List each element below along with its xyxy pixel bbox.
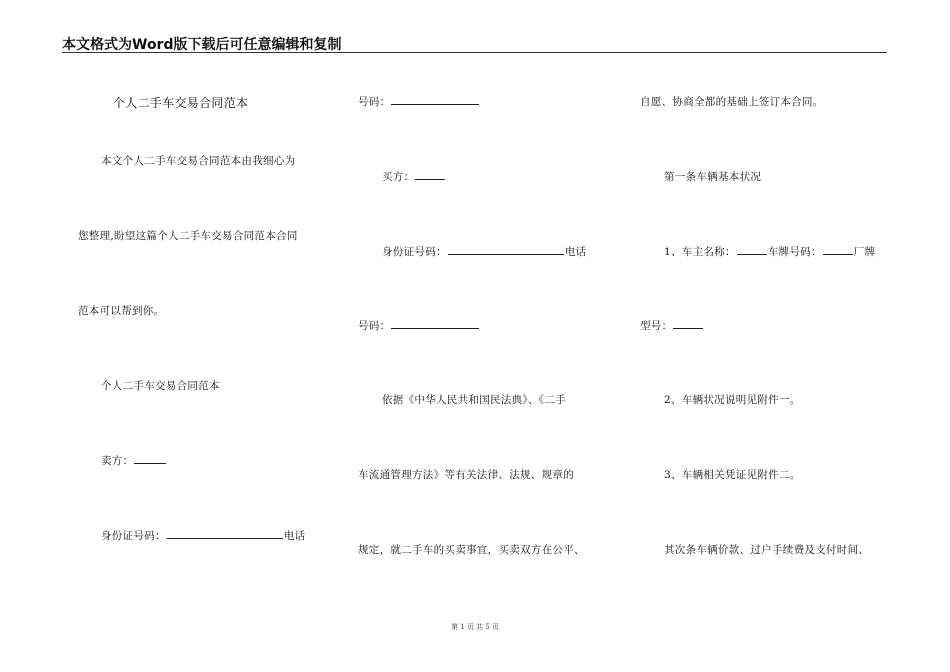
article-1-heading: 第一条车辆基本状况 — [664, 171, 762, 183]
buyer-id-blank — [448, 244, 564, 255]
buyer-blank — [415, 169, 445, 180]
intro-line-3: 范本可以帮到你。 — [78, 305, 165, 317]
buyer-line — [382, 169, 446, 184]
vehicle-info-line — [664, 244, 875, 259]
seller-label: 卖方： — [101, 455, 134, 467]
seller-line — [101, 453, 167, 468]
seller-id-label: 身份证号码： — [101, 530, 166, 542]
model-blank — [673, 318, 703, 329]
seller-number-label: 号码： — [358, 96, 391, 108]
intro-line-1: 本文个人二手车交易合同范本由我细心为 — [101, 155, 296, 167]
document-title: 个人二手车交易合同范本 — [113, 96, 249, 110]
intro-line-2: 您整理,盼望这篇个人二手车交易合同范本合同 — [78, 230, 298, 242]
plate-number-label: 车牌号码： — [767, 246, 822, 258]
buyer-id-label: 身份证号码： — [382, 246, 447, 258]
buyer-number-blank — [391, 318, 479, 329]
document-header-title: 本文格式为Word版下载后可任意编辑和复制 — [62, 37, 342, 53]
brand-label: 厂牌 — [853, 246, 876, 258]
model-label: 型号： — [640, 320, 673, 332]
seller-id-blank — [167, 528, 283, 539]
paragraph-line-1: 依据《中华人民共和国民法典》、《二手 — [382, 394, 566, 406]
seller-blank — [134, 453, 166, 464]
owner-name-blank — [737, 244, 767, 255]
page-footer: 第 1 页 共 5 页 — [450, 623, 500, 631]
item-3-line: 3、车辆相关凭证见附件二。 — [664, 469, 801, 481]
buyer-id-line — [382, 244, 586, 259]
seller-number-line — [358, 94, 480, 109]
contract-subtitle: 个人二手车交易合同范本 — [101, 380, 220, 392]
paragraph-line-3: 规定，就二手车的买卖事宜，买卖双方在公平、 — [358, 544, 585, 556]
seller-phone-label: 电话 — [283, 530, 306, 542]
buyer-number-line — [358, 318, 480, 333]
model-line — [640, 318, 704, 333]
buyer-phone-label: 电话 — [564, 246, 587, 258]
plate-number-blank — [823, 244, 853, 255]
article-2-heading: 其次条车辆价款、过户手续费及支付时间、 — [664, 544, 870, 556]
header-divider — [62, 52, 887, 53]
paragraph-continuation: 自愿、协商全都的基础上签订本合同。 — [640, 96, 824, 108]
owner-name-label: 1、车主名称： — [664, 246, 736, 258]
paragraph-line-2: 车流通管理方法》等有关法律、法规、规章的 — [358, 469, 574, 481]
item-2-line: 2、车辆状况说明见附件一。 — [664, 394, 801, 406]
seller-number-blank — [391, 94, 479, 105]
seller-id-line — [101, 528, 305, 543]
buyer-number-label: 号码： — [358, 320, 391, 332]
buyer-label: 买方： — [382, 171, 415, 183]
